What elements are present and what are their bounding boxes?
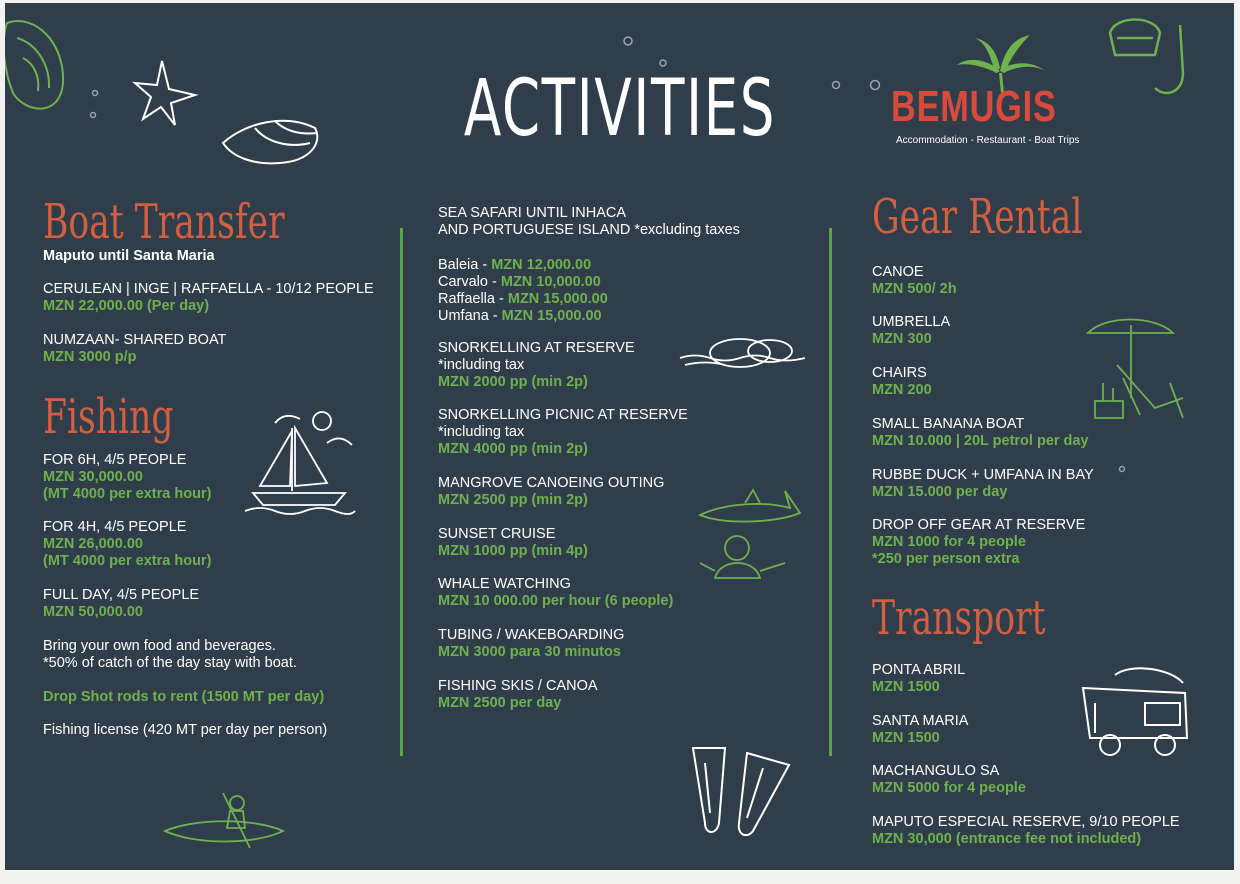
fishing-item-extra: (MT 4000 per extra hour) [43,486,212,502]
flippers-icon [693,748,789,835]
activity-price: MZN 3000 para 30 minutos [438,644,621,660]
transport-item-name: PONTA ABRIL [872,662,966,678]
fishing-note: *50% of catch of the day stay with boat. [43,655,297,671]
fishing-license: Fishing license (420 MT per day per person) [43,722,328,738]
gear-item-price: MZN 200 [872,382,932,398]
gear-item-price: MZN 300 [872,331,932,347]
safari-title-cont: AND PORTUGUESE ISLAND *excluding taxes [438,222,740,238]
kayak-icon [165,793,283,848]
activity-price: MZN 2500 per day [438,695,562,711]
page-title: ACTIVITIES [463,64,777,154]
fishing-item-name: FULL DAY, 4/5 PEOPLE [43,587,200,603]
swim-ring-icon [680,339,805,367]
fishing-heading: Fishing [43,389,174,445]
boat-price: MZN 10,000.00 [500,274,601,290]
safari-boat-row [438,256,591,274]
gear-item-price: MZN 10.000 | 20L petrol per day [872,433,1089,449]
activity-name: WHALE WATCHING [438,576,571,592]
column-divider-right [829,228,832,756]
fishing-rods: Drop Shot rods to rent (1500 MT per day) [43,689,325,705]
boat-name: Raffaella - [438,291,508,307]
activity-price: MZN 10 000.00 per hour (6 people) [438,593,674,609]
activity-name: SNORKELLING AT RESERVE [438,340,635,356]
gear-item-price: MZN 1000 for 4 people [872,534,1026,550]
transport-item-price: MZN 5000 for 4 people [872,780,1026,796]
fishing-note: Bring your own food and beverages. [43,638,276,654]
activity-price: MZN 2000 pp (min 2p) [438,374,588,390]
gear-item-price: MZN 15.000 per day [872,484,1008,500]
fishing-item-price: MZN 30,000.00 [43,469,143,485]
boat-name: Baleia - [438,257,492,273]
activity-name: FISHING SKIS / CANOA [438,678,598,694]
boat-transfer-heading: Boat Transfer [43,194,285,250]
safari-title: SEA SAFARI UNTIL INHACA [438,205,627,221]
safari-boat-row [438,290,608,308]
transport-item-price: MZN 1500 [872,679,940,695]
beach-chair-icon [1088,320,1183,419]
transport-heading: Transport [872,590,1046,646]
sailboat-icon [245,412,355,514]
boat-price: MZN 12,000.00 [491,257,592,273]
activity-note: *including tax [438,357,525,373]
transport-item-name: MAPUTO ESPECIAL RESERVE, 9/10 PEOPLE [872,814,1180,830]
safari-boat-row [438,307,602,325]
gear-item-name: UMBRELLA [872,314,951,330]
gear-item-name: DROP OFF GEAR AT RESERVE [872,517,1086,533]
snorkel-mask-icon [1110,20,1183,94]
activity-price: MZN 4000 pp (min 2p) [438,441,588,457]
transport-item-name: MACHANGULO SA [872,763,1000,779]
gear-item-name: RUBBE DUCK + UMFANA IN BAY [872,467,1094,483]
activity-name: SUNSET CRUISE [438,526,556,542]
fishing-item-name: FOR 4H, 4/5 PEOPLE [43,519,187,535]
fishing-item-extra: (MT 4000 per extra hour) [43,553,212,569]
transport-item-name: SANTA MARIA [872,713,969,729]
gear-item-name: CANOE [872,264,924,280]
fishing-item-price: MZN 26,000.00 [43,536,143,552]
activity-note: *including tax [438,424,525,440]
activity-price: MZN 1000 pp (min 4p) [438,543,588,559]
safari-boat-row [438,273,601,291]
activity-name: SNORKELLING PICNIC AT RESERVE [438,407,688,423]
boat-transfer-subheading: Maputo until Santa Maria [43,248,215,264]
logo-tagline: Accommodation - Restaurant - Boat Trips [896,135,1080,146]
gear-item-extra: *250 per person extra [872,551,1020,567]
transfer-item-name: NUMZAAN- SHARED BOAT [43,332,227,348]
tuk-tuk-icon [1083,668,1187,755]
logo-wordmark: BEMUGIS [891,82,1057,131]
mussel-icon [5,21,63,109]
gear-item-name: SMALL BANANA BOAT [872,416,1025,432]
fishing-item-price: MZN 50,000.00 [43,604,143,620]
gear-item-name: CHAIRS [872,365,927,381]
shark-icon [700,490,800,522]
transport-item-price: MZN 1500 [872,730,940,746]
activity-name: TUBING / WAKEBOARDING [438,627,625,643]
boat-name: Carvalo - [438,274,501,290]
activity-name: MANGROVE CANOEING OUTING [438,475,665,491]
transfer-item-price: MZN 3000 p/p [43,349,137,365]
diver-icon [700,536,785,578]
fishing-item-name: FOR 6H, 4/5 PEOPLE [43,452,187,468]
boat-price: MZN 15,000.00 [501,308,602,324]
gear-item-price: MZN 500/ 2h [872,281,957,297]
transfer-item-name: CERULEAN | INGE | RAFFAELLA - 10/12 PEOPLE [43,281,374,297]
gear-rental-heading: Gear Rental [872,189,1083,245]
transport-item-price: MZN 30,000 (entrance fee not included) [872,831,1142,847]
transfer-item-price: MZN 22,000.00 (Per day) [43,298,210,314]
boat-price: MZN 15,000.00 [507,291,608,307]
activity-price: MZN 2500 pp (min 2p) [438,492,588,508]
column-divider-left [400,228,403,756]
boat-name: Umfana - [438,308,502,324]
